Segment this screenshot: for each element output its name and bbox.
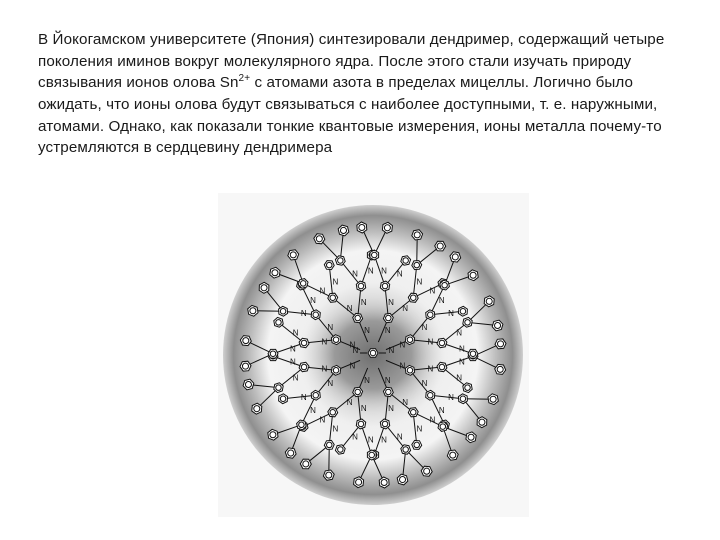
nitrogen-label: N	[300, 392, 307, 402]
nitrogen-label: N	[388, 346, 395, 355]
nitrogen-label: N	[346, 398, 353, 408]
nitrogen-label: N	[364, 375, 370, 385]
ion-charge-superscript: 2+	[238, 73, 251, 85]
nitrogen-label: N	[456, 328, 463, 338]
dendrimer-figure	[218, 193, 529, 517]
benzene-ring	[401, 445, 411, 454]
benzene-ring	[356, 419, 365, 429]
benzene-ring	[463, 317, 472, 327]
nitrogen-label: N	[349, 340, 356, 350]
benzene-ring	[397, 474, 408, 485]
nitrogen-label: N	[332, 277, 339, 287]
benzene-ring	[437, 362, 447, 371]
nitrogen-label: N	[458, 344, 465, 354]
benzene-ring	[297, 420, 307, 430]
nitrogen-label: N	[388, 298, 394, 308]
nitrogen-label: N	[438, 295, 445, 305]
nitrogen-label: N	[346, 303, 353, 313]
nitrogen-label: N	[384, 375, 391, 385]
benzene-ring	[401, 256, 411, 265]
benzene-ring	[248, 305, 258, 316]
nitrogen-label: N	[399, 361, 406, 371]
benzene-ring	[274, 317, 283, 327]
benzene-ring	[437, 338, 447, 347]
nitrogen-label: N	[319, 286, 326, 296]
nitrogen-label: N	[292, 373, 299, 383]
nitrogen-label: N	[310, 406, 316, 416]
benzene-ring	[299, 338, 309, 347]
nitrogen-label: N	[429, 415, 436, 425]
nitrogen-label: N	[352, 269, 358, 279]
benzene-ring	[492, 320, 503, 331]
nitrogen-label: N	[402, 398, 409, 408]
benzene-ring	[450, 252, 461, 262]
nitrogen-label: N	[360, 298, 367, 308]
benzene-ring	[488, 394, 498, 405]
benzene-ring	[405, 365, 414, 375]
nitrogen-label: N	[396, 269, 403, 279]
body-paragraph	[38, 29, 698, 159]
nitrogen-label: N	[321, 337, 328, 347]
nitrogen-label: N	[327, 378, 334, 388]
benzene-ring	[335, 256, 345, 265]
nitrogen-label: N	[438, 406, 445, 416]
nitrogen-label: N	[402, 303, 409, 313]
nitrogen-label: N	[332, 424, 339, 434]
benzene-ring	[274, 383, 283, 393]
benzene-ring	[268, 429, 278, 440]
nitrogen-label: N	[352, 432, 358, 442]
nitrogen-label: N	[300, 309, 307, 319]
benzene-ring	[356, 281, 365, 291]
nitrogen-label: N	[360, 403, 367, 413]
nitrogen-label: N	[319, 415, 326, 425]
benzene-ring	[468, 270, 478, 281]
paragraph-text-start: В Йокогамском университете (Япония) синтезировали дендример, содержащий четыре поколения иминов вокруг молекулярного ядра. После этого стали изучать природу связывания ионов олова Sn	[38, 31, 665, 92]
benzene-ring	[383, 387, 393, 396]
benzene-ring	[412, 230, 423, 240]
benzene-ring	[323, 470, 334, 480]
nitrogen-label: N	[352, 346, 359, 355]
nitrogen-label: N	[290, 357, 296, 367]
benzene-ring	[383, 313, 393, 322]
nitrogen-label: N	[458, 357, 465, 367]
benzene-ring	[298, 279, 308, 289]
benzene-ring	[380, 419, 389, 429]
nitrogen-label: N	[399, 340, 406, 350]
nitrogen-label: N	[292, 328, 299, 338]
nitrogen-label: N	[349, 361, 356, 371]
nitrogen-label: N	[327, 323, 334, 333]
benzene-ring	[331, 335, 340, 345]
nitrogen-label: N	[429, 286, 436, 296]
nitrogen-label: N	[290, 344, 296, 354]
nitrogen-label: N	[384, 326, 391, 336]
nitrogen-label: N	[381, 266, 387, 276]
benzene-ring	[270, 267, 280, 278]
nitrogen-label: N	[448, 309, 454, 319]
nitrogen-label: N	[416, 424, 423, 434]
nitrogen-label: N	[427, 364, 434, 374]
benzene-ring	[440, 280, 450, 290]
benzene-ring	[299, 362, 309, 371]
nitrogen-label: N	[456, 373, 463, 383]
benzene-ring	[285, 448, 296, 458]
benzene-ring	[438, 422, 448, 432]
nitrogen-label: N	[388, 403, 394, 413]
nitrogen-label: N	[427, 337, 434, 347]
nitrogen-label: N	[381, 435, 387, 445]
nitrogen-label: N	[367, 435, 374, 445]
nitrogen-label: N	[321, 364, 328, 374]
nitrogen-label: N	[396, 432, 403, 442]
benzene-ring	[405, 335, 414, 345]
benzene-ring	[380, 281, 389, 291]
benzene-ring	[288, 250, 299, 260]
nitrogen-label: N	[421, 323, 428, 333]
benzene-ring	[331, 365, 340, 375]
paragraph-text-end: с атомами азота в пределах мицеллы. Логично было ожидать, что ионы олова будут связываться с наиболее доступными, т. е. наружными, атомами. Однако, как показали тонкие квантовые измерения, ионы металла почему-то устремляются в сердцевину дендримера	[38, 74, 662, 157]
benzene-ring	[353, 313, 363, 322]
dendrimer-structure-image	[218, 193, 529, 517]
benzene-ring	[466, 432, 476, 443]
benzene-ring	[338, 225, 349, 236]
benzene-ring	[463, 383, 472, 393]
benzene-ring	[335, 445, 345, 454]
nitrogen-label: N	[448, 392, 454, 402]
nitrogen-label: N	[416, 277, 423, 287]
benzene-ring	[447, 450, 458, 460]
nitrogen-label: N	[364, 326, 370, 336]
benzene-ring	[243, 379, 254, 390]
nitrogen-label: N	[421, 378, 428, 388]
benzene-ring	[353, 387, 363, 396]
nitrogen-label: N	[367, 266, 374, 276]
nitrogen-label: N	[310, 295, 316, 305]
